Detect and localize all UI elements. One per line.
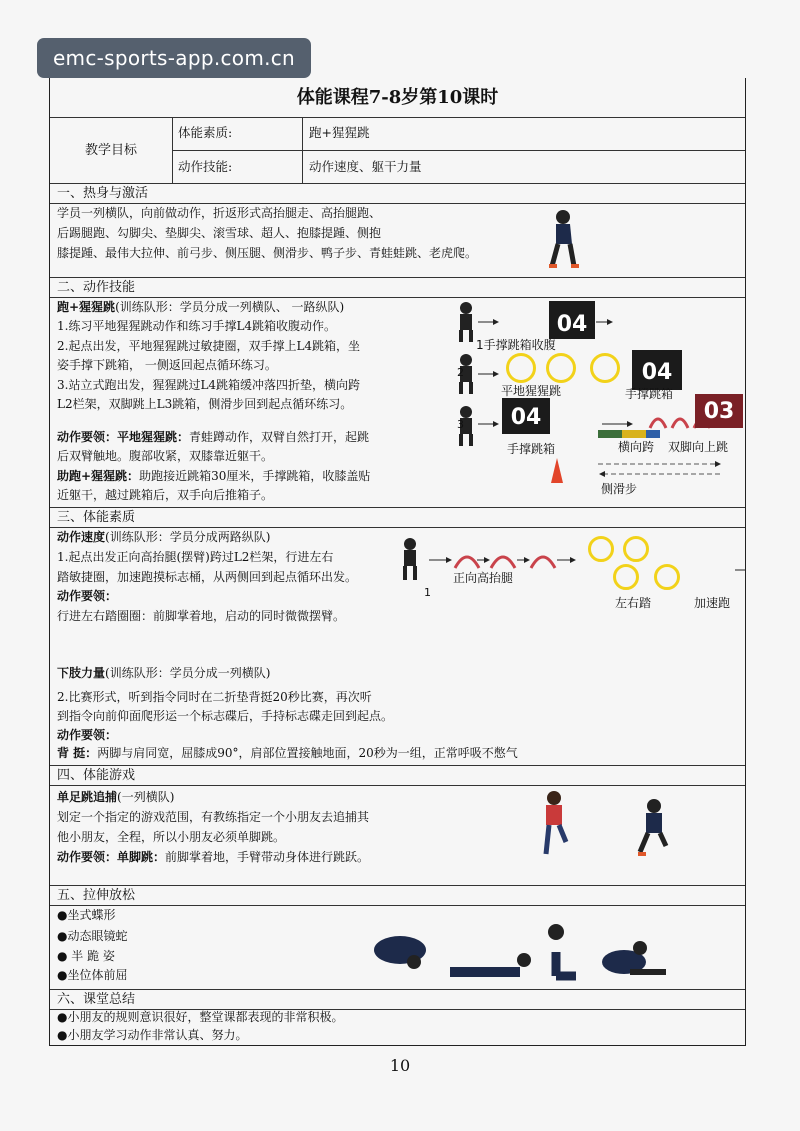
speed-line: 踏敏捷圈，加速跑摸标志桶，从两侧回到起点循环出发。 [57, 570, 358, 584]
section-header-summary: 六、课堂总结 [50, 990, 745, 1010]
lower-key-label: 动作要领： [57, 728, 118, 742]
game-key-label: 动作要领：单脚跳： [57, 850, 166, 864]
skills-body [50, 298, 745, 508]
diagram-row-number: 3 [457, 418, 464, 431]
diagram-row-number: 1 [424, 586, 431, 599]
diagram-label: 双脚向上跳 [668, 440, 729, 454]
diagram-label: 侧滑步 [601, 482, 638, 496]
skills-subtitle: 跑+猩猩跳 [57, 300, 116, 314]
lower-key-text: 两脚与肩同宽，屈膝成90°，肩部位置接触地面，20秒为一组，正常呼吸不憋气 [97, 746, 518, 760]
fitness-diagram [395, 536, 745, 616]
lower-line: 2.比赛形式，听到指令同时在二折垫背挺20秒比赛，再次听 [57, 690, 372, 704]
speed-title: 动作速度 [57, 530, 106, 544]
game-children-figure [536, 790, 686, 862]
skills-formation: (训练队形：学员分成一列横队、 一路纵队) [115, 300, 345, 314]
section-header-warmup: 一、热身与激活 [50, 184, 745, 204]
child-figure [403, 538, 417, 580]
page-number: 10 [389, 1056, 411, 1075]
agility-ring [588, 536, 614, 562]
lower-line: 到指令向前仰面爬形运一个标志碟后，手持标志碟走回到起点。 [57, 709, 394, 723]
game-line: 划定一个指定的游戏范围，有教练指定一个小朋友去追捕其 [57, 810, 370, 824]
skills-key1-line2: 后双臂触地。腹部收紧，双膝靠近躯干。 [57, 449, 274, 463]
skills-key1-label: 动作要领：平地猩猩跳： [57, 430, 190, 444]
speed-line: 1.起点出发正向高抬腿(摆臂)跨过L2栏架，行进左右 [57, 550, 334, 564]
box-label: 04 [549, 301, 595, 339]
lesson-sheet [49, 78, 746, 1046]
stretch-item: ●动态眼镜蛇 [57, 929, 128, 943]
skills-line: 1.练习平地猩猩跳动作和练习手撑L4跳箱收腹动作。 [57, 319, 337, 333]
agility-ring [506, 353, 536, 383]
stretch-body [50, 906, 745, 990]
game-title: 单足跳追捕 [57, 790, 118, 804]
speed-key-text: 行进左右踏圈圈：前脚掌着地，启动的同时微微摆臂。 [57, 609, 346, 623]
agility-ring [623, 536, 649, 562]
stretch-item: ●坐式蝶形 [57, 908, 116, 922]
watermark: emc-sports-app.com.cn [37, 38, 311, 78]
warmup-line: 膝提踵、最伟大拉伸、前弓步、侧压腿、侧滑步、鸭子步、青蛙蛙跳、老虎爬。 [57, 246, 478, 260]
agility-ring [654, 564, 680, 590]
box-label: 03 [695, 394, 743, 428]
speed-formation: (训练队形：学员分成两路纵队) [105, 530, 271, 544]
summary-body [50, 1010, 745, 1046]
section-header-stretch: 五、拉伸放松 [50, 886, 745, 906]
lower-formation: (训练队形：学员分成一列横队) [105, 666, 271, 680]
speed-key-label: 动作要领： [57, 589, 118, 603]
skills-key2-text: 助跑接近跳箱30厘米，手撑跳箱，收膝盖贴 [139, 469, 371, 483]
stretch-poses-figure [370, 912, 670, 986]
box-label: 04 [502, 398, 550, 434]
skills-key1-text: 青蛙蹲动作，双臂自然打开，起跳 [189, 430, 370, 444]
stretch-item: ● 半 跪 姿 [57, 949, 115, 963]
section-header-fitness: 三、体能素质 [50, 508, 745, 528]
diagram-label: 横向跨 [618, 440, 655, 454]
game-key-text: 前脚掌着地，手臂带动身体进行跳跃。 [165, 850, 370, 864]
diagram-label: 正向高抬腿 [453, 571, 514, 585]
skill-label: 动作技能: [172, 151, 303, 183]
agility-ring [613, 564, 639, 590]
warmup-line: 后踢腿跑、勾脚尖、垫脚尖、滚雪球、超人、抱膝提踵、侧抱 [57, 226, 382, 240]
lower-key-prefix: 背 挺： [57, 746, 98, 760]
warmup-body [50, 204, 745, 278]
section-header-skills: 二、动作技能 [50, 278, 745, 298]
summary-item: ●小朋友学习动作非常认真、努力。 [57, 1028, 248, 1042]
warmup-child-figure [542, 208, 582, 272]
game-body [50, 786, 745, 886]
child-figure [459, 302, 473, 342]
diagram-label: 加速跑 [694, 596, 731, 610]
game-formation: (一列横队) [117, 790, 175, 804]
page-title: 体能课程7-8岁第10课时 [50, 78, 745, 118]
skills-line: 姿手撑下跳箱， 一侧返回起点循环练习。 [57, 358, 277, 372]
skills-line: 2.起点出发，平地猩猩跳过敏捷圈，双手撑上L4跳箱，坐 [57, 339, 361, 353]
game-line: 他小朋友，全程，所以小朋友必须单脚跳。 [57, 830, 286, 844]
diagram-label: 1手撑跳箱收腹 [476, 338, 556, 352]
fitness-body [50, 528, 745, 766]
diagram-label: 左右踏 [615, 596, 652, 610]
quality-label: 体能素质: [172, 118, 303, 151]
skills-key2-line2: 近躯干，越过跳箱后，双手向后推箱子。 [57, 488, 274, 502]
diagram-label: 平地猩猩跳 [501, 384, 562, 398]
warmup-line: 学员一列横队，向前做动作，折返形式高抬腿走、高抬腿跑、 [57, 206, 382, 220]
diagram-label: 手撑跳箱 [507, 442, 556, 456]
summary-item: ●小朋友的规则意识很好，整堂课都表现的非常积极。 [57, 1010, 344, 1024]
skills-key2-label: 助跑+猩猩跳： [57, 469, 140, 483]
box-label: 04 [632, 350, 682, 390]
diagram-row-number: 2 [457, 366, 464, 379]
stretch-item: ●坐位体前屈 [57, 968, 128, 982]
section-header-game: 四、体能游戏 [50, 766, 745, 786]
quality-value: 跑+猩猩跳 [303, 118, 745, 151]
goal-table [50, 118, 745, 184]
skill-value: 动作速度、躯干力量 [309, 159, 422, 174]
agility-ring [546, 353, 576, 383]
skills-line: L2栏架，双脚跳上L3跳箱，侧滑步回到起点循环练习。 [57, 397, 353, 411]
diagram-label: 手撑跳箱 [625, 387, 674, 401]
agility-ring [590, 353, 620, 383]
skills-line: 3.站立式跑出发，猩猩跳过L4跳箱缓冲落四折垫，横向跨 [57, 378, 361, 392]
goal-label: 教学目标 [50, 118, 173, 183]
lower-title: 下肢力量 [57, 666, 106, 680]
